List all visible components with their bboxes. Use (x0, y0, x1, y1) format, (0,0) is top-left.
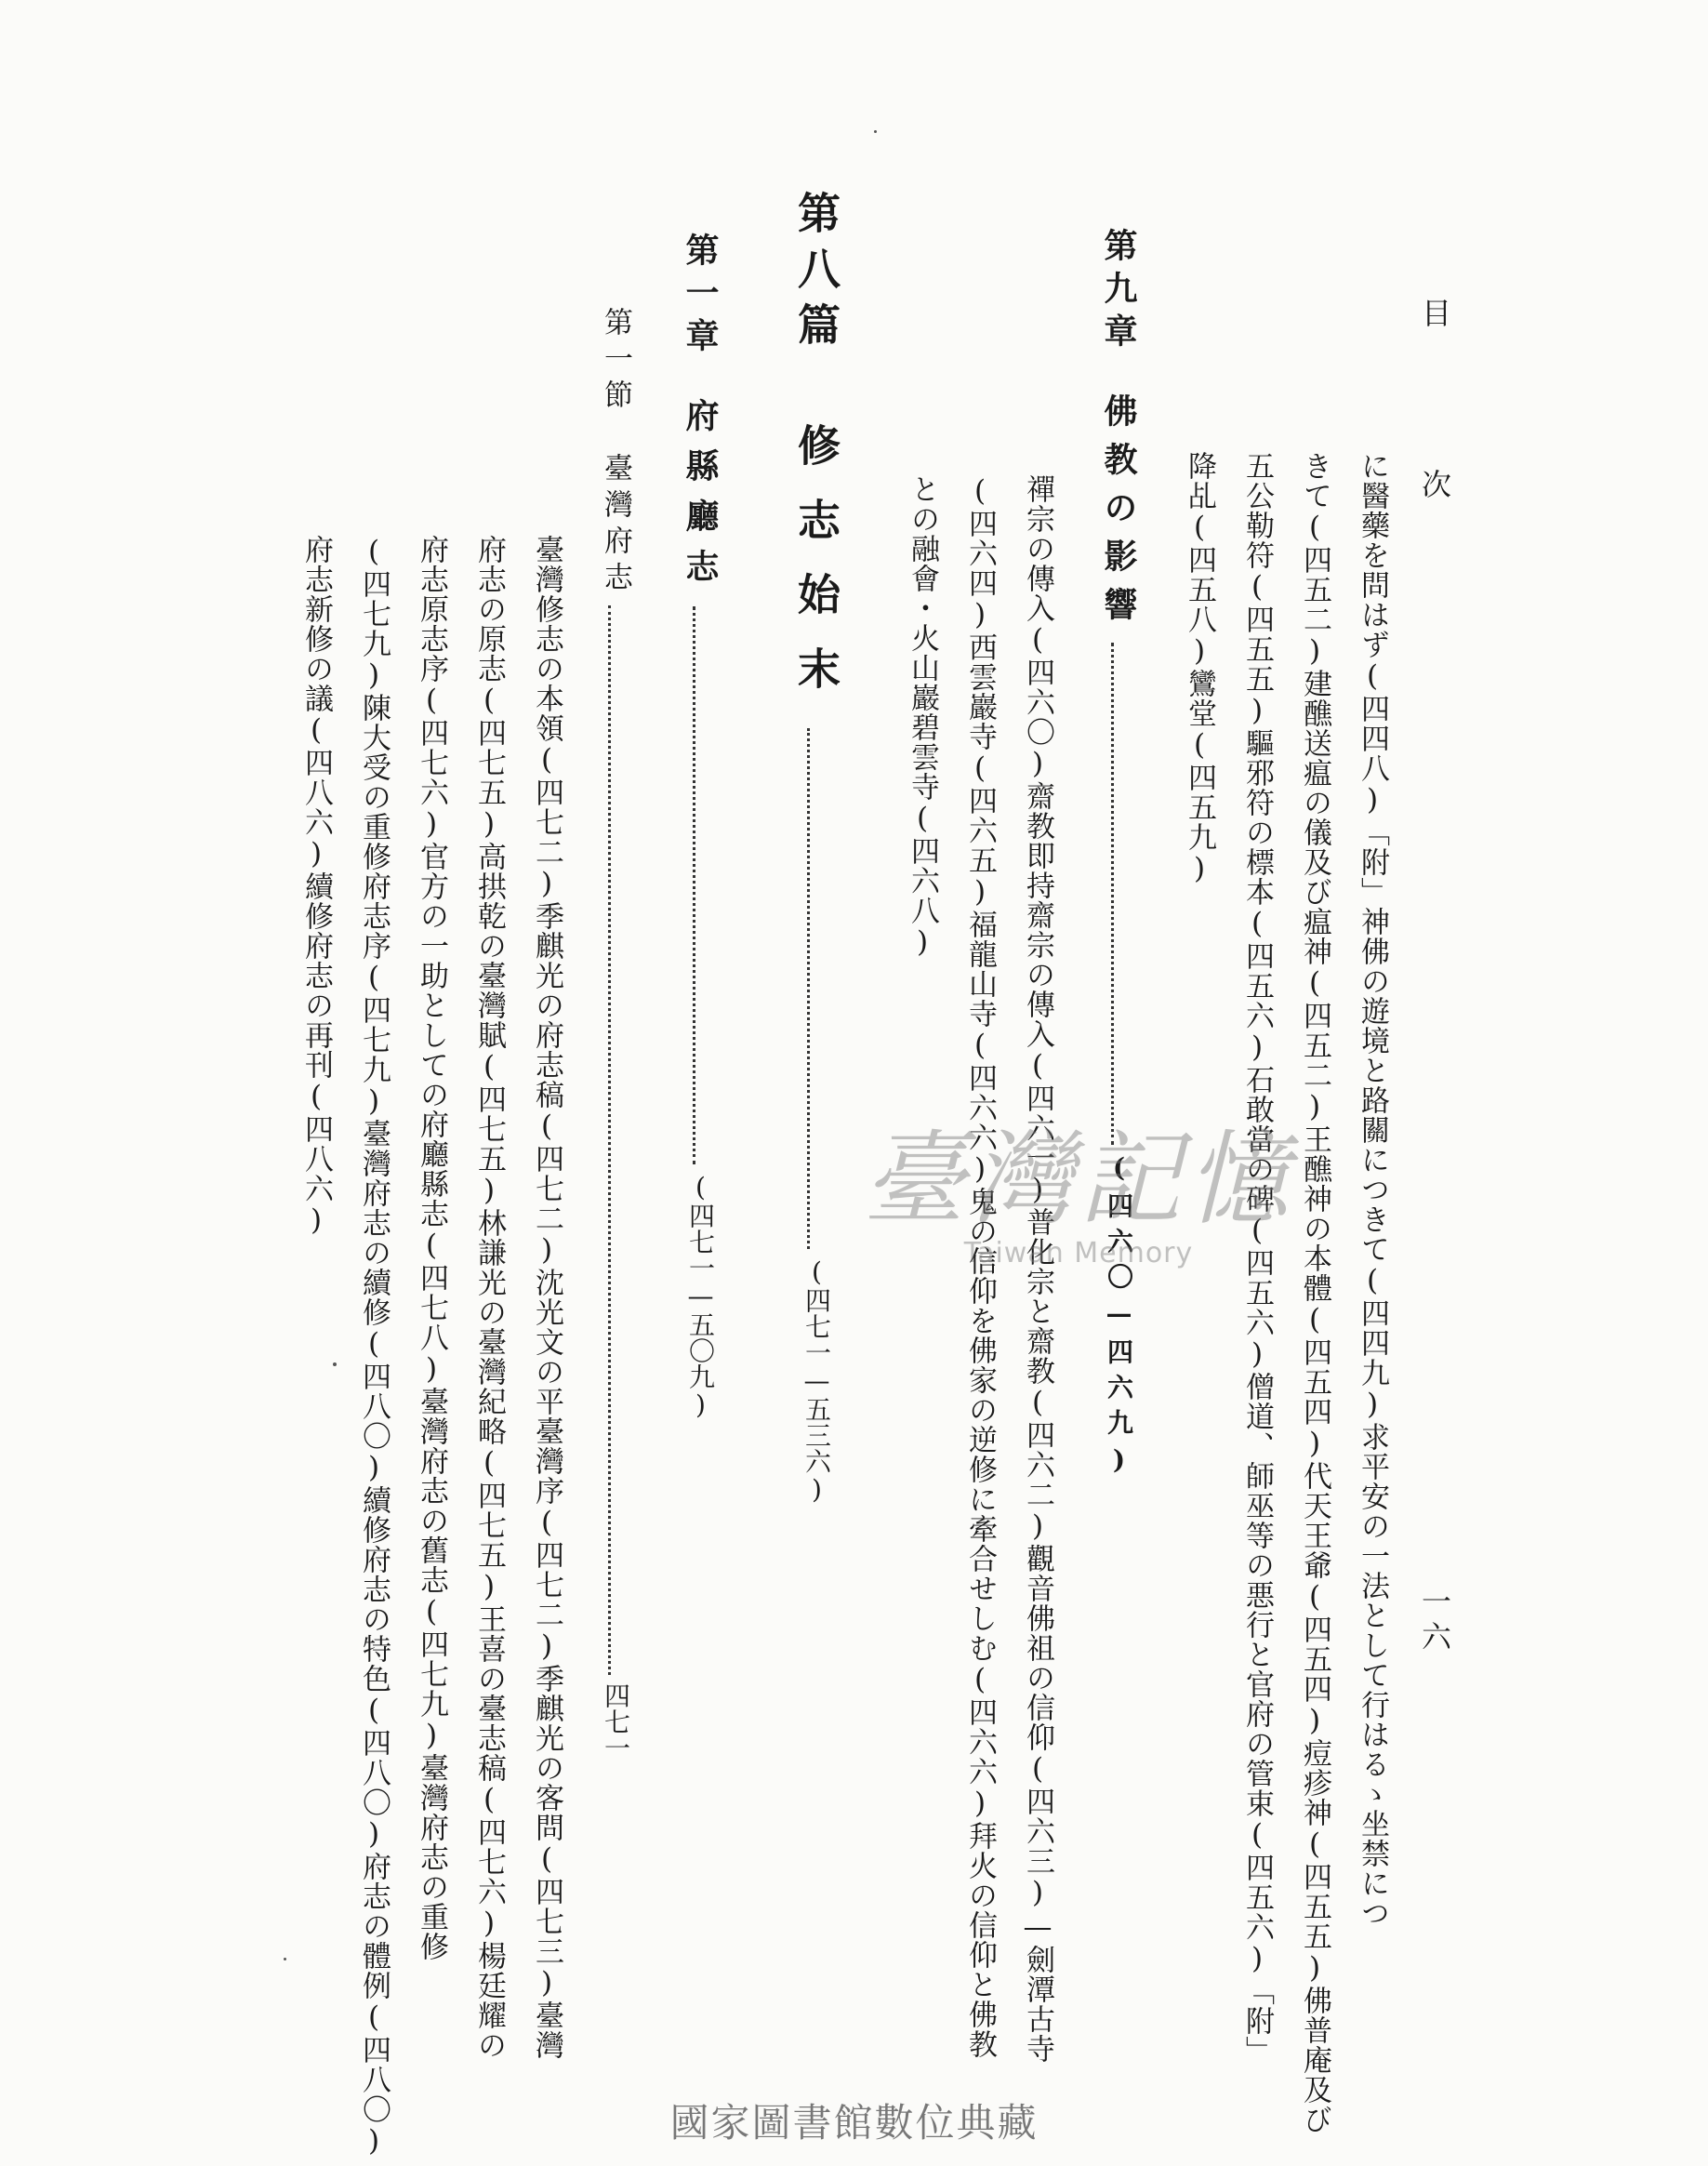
chapter-nine-label: 第九章 (1099, 228, 1138, 356)
chapter-one-label: 第一章 (681, 233, 720, 361)
section-one-label: 第一節 (599, 307, 632, 416)
footer-collection-label: 國家圖書館數位典藏 (669, 2100, 1039, 2146)
part-eight-title: 修志始末 (791, 423, 841, 721)
section-one-page: 四七一 (601, 1682, 631, 1761)
scan-speck (333, 1362, 337, 1366)
text-line: 五公勒符(四五五)驅邪符の標本(四五六)石敢當の碑(四五六)僧道、師巫等の悪行と官府の管束(四五六)「附」 (1240, 451, 1274, 2066)
page-number: 一六 (1417, 1586, 1452, 1656)
section-one-heading (599, 307, 632, 1761)
page-header-title: 目 次 (1417, 298, 1452, 554)
leader-dots (608, 605, 611, 1675)
chapter-nine-title: 佛教の影響 (1099, 393, 1138, 635)
part-eight-range: (四七一—五三六) (801, 1256, 832, 1505)
chapter-nine-heading (1099, 228, 1138, 1911)
text-line: 臺灣修志の本領(四七二)季麒光の府志稿(四七二)沈光文の平臺灣序(四七二)季麒光の客問(四七三)臺灣 (530, 535, 563, 2060)
chapter-one-range: (四七一—五〇九) (685, 1172, 716, 1420)
text-line: 禪宗の傳入(四六〇)齋教即持齋宗の傳入(四六一)普化宗と齋教(四六二)觀音佛祖の信仰(四六三)—劍潭古寺 (1021, 474, 1054, 2064)
text-line: との融會・火山巖碧雲寺(四六八) (906, 474, 939, 960)
text-line: 降乩(四五八)鸞堂(四五九) (1183, 451, 1216, 886)
text-line: 府志の原志(四七五)高拱乾の臺灣賦(四七五)林謙光の臺灣紀略(四七五)王喜の臺志稿(四七六)楊廷耀の (472, 535, 506, 2060)
watermark-main: 臺灣記憶 (863, 1120, 1294, 1239)
text-line: きて(四五二)建醮送瘟の儀及び瘟神(四五二)王醮神の本體(四五四)代天王爺(四五四)痘疹神(四五五)佛普庵及び (1298, 451, 1331, 2134)
scan-speck (284, 1958, 286, 1960)
watermark-sub: Taiwan Memory (963, 1237, 1194, 1269)
text-line: (四七九)陳大受の重修府志序(四七九)臺灣府志の續修(四八〇)續修府志の特色(四八〇)府志の體例(四八〇) (357, 535, 391, 2159)
text-line: 府志新修の議(四八六)續修府志の再刊(四八六) (299, 535, 333, 1238)
leader-dots (1111, 643, 1114, 1145)
chapter-nine-range: (四六〇—四六九) (1104, 1152, 1134, 1484)
leader-dots (693, 606, 695, 1164)
text-line: 府志原志序(四七六)官方の一助としての府廳縣志(四七八)臺灣府志の舊志(四七九)臺灣府志の重修 (415, 535, 448, 1961)
chapter-one-title: 府縣廳志 (681, 398, 720, 599)
part-eight-label: 第八篇 (791, 191, 841, 358)
scan-speck (874, 130, 877, 133)
part-eight-heading (791, 191, 841, 1505)
section-one-title: 臺灣府志 (599, 453, 632, 598)
leader-dots (807, 728, 810, 1249)
text-line: (四六四)西雲巖寺(四六五)福龍山寺(四六六)鬼の信仰を佛家の逆修に牽合せしむ(四六六)拜火の信仰と佛教 (963, 474, 997, 2059)
text-line: に醫藥を問はず(四四八)「附」神佛の遊境と路關につきて(四四九)求平安の一法として行はるゝ坐禁につ (1356, 451, 1389, 1928)
chapter-one-heading (681, 233, 720, 1420)
